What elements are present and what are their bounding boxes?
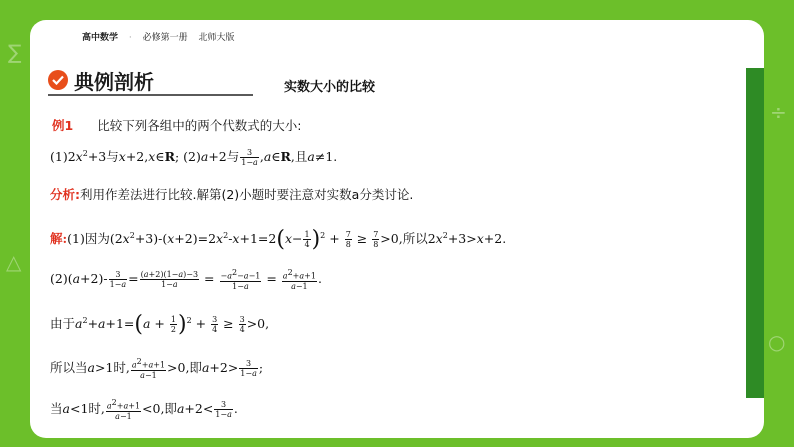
header: 高中数学 · 必修第一册 北师大版 xyxy=(82,33,235,43)
header-subject: 高中数学 xyxy=(82,33,119,43)
background-decoration: ÷ xyxy=(770,100,787,124)
header-edition: 北师大版 xyxy=(198,33,235,43)
solution-label: 解: xyxy=(50,231,68,246)
analysis-label: 分析: xyxy=(50,187,80,202)
analysis-line xyxy=(50,185,413,203)
section-title: 典例剖析 xyxy=(74,70,154,94)
example-text: 比较下列各组中的两个代数式的大小: xyxy=(97,118,302,133)
solution-line-5: 当a<1时, $\frac{a^2+a+1}{a-1}$ <0,即a+2< $\frac{3}{1-a}$ . xyxy=(50,398,238,421)
solution-line-4: 所以当a>1时, $\frac{a^2+a+1}{a-1}$ >0,即a+2> $\frac{3}{1-a}$ ; xyxy=(50,357,264,380)
section-underline xyxy=(48,94,253,96)
solution-line-2: (2)(a+2)- $\frac{3}{1-a}$ = $\frac{(a+2)(1-a)-3}{1-a}$ = $\frac{-a^2-a-1}{1-a}$ = $\frac{a^2+a+1}{a-1}$ . xyxy=(50,268,322,291)
analysis-text: 利用作差法进行比较.解第(2)小题时要注意对实数a分类讨论. xyxy=(80,187,414,202)
topic-title: 实数大小的比较 xyxy=(284,80,376,95)
header-volume: 必修第一册 xyxy=(142,33,188,43)
background-decoration: △ xyxy=(6,250,22,274)
slide-card xyxy=(30,20,764,438)
example-line xyxy=(52,116,301,134)
example-label: 例1 xyxy=(52,118,74,133)
solution-line-1: 解:(1)因为$(2x^2+3)-(x+2)=2x^2-x+1=2(x-$ $\frac{1}{4}$ )$^2$ + $\frac{7}{8}$ ≥ $\frac{7}{8}$ >0,所以$2x^2+3>x+2$. xyxy=(50,227,507,252)
background-decoration: ∑ xyxy=(8,40,22,64)
check-icon xyxy=(48,70,68,90)
problem-line: $(1)2x^2+3$与x+2,x∈R; (2)a+2与 $\frac{3}{1-a}$ ,a∈R,且a≠1. xyxy=(50,148,338,167)
background-decoration: ○ xyxy=(768,330,786,354)
side-tab xyxy=(746,68,764,398)
solution-line-3: 由于$a^2+a+1=(a$ + $\frac{1}{2}$ )$^2$ + $\frac{3}{4}$ ≥ $\frac{3}{4}$ >0, xyxy=(50,312,270,337)
